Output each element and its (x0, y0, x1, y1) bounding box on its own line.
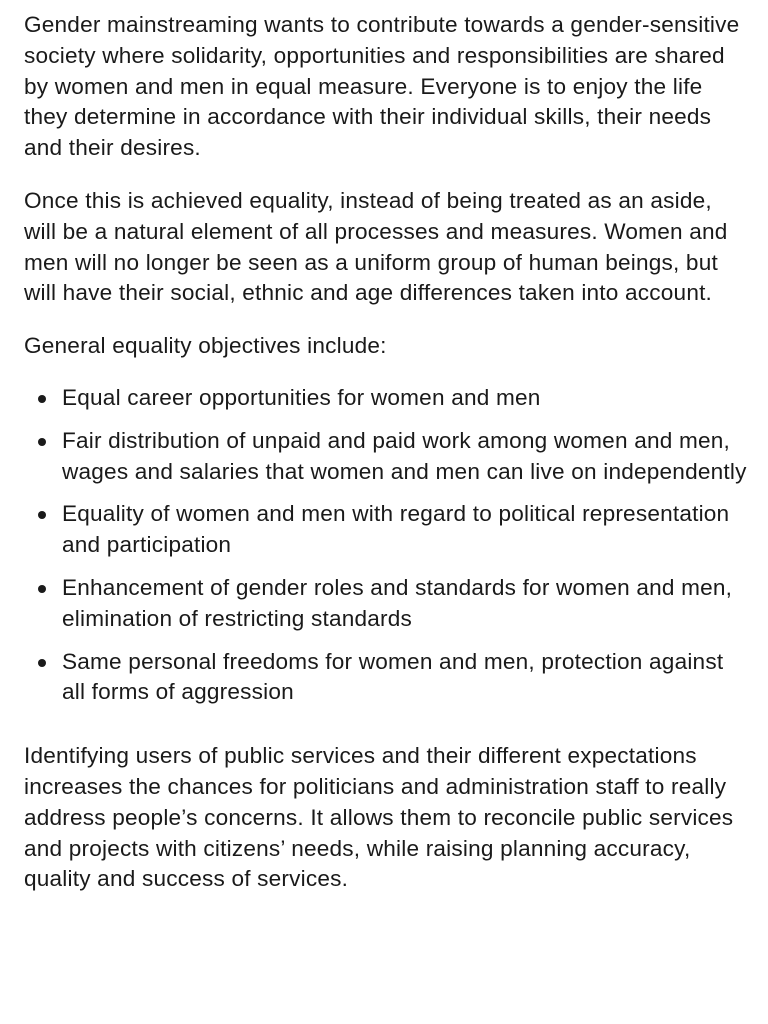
list-item-text: Same personal freedoms for women and men, protection against all forms of aggression (62, 648, 724, 705)
bullet-icon (38, 438, 46, 446)
equality-paragraph: Once this is achieved equality, instead of being treated as an aside, will be a natural element of all processes and measures. Women and men will no longer be seen as a uniform group of human beings, but will have their social, ethnic and age differences taken into account. (24, 187, 728, 306)
list-item (24, 426, 748, 488)
list-item (24, 647, 748, 709)
list-item (24, 383, 748, 414)
list-item (24, 573, 748, 635)
bullet-icon (38, 511, 46, 519)
public-services-paragraph: Identifying users of public services and their different expectations increases the chances for politicians and administration staff to really address people’s concerns. It allows them to reconcile public services and projects with citizens’ needs, while raising planning accuracy, quality and success of services. (24, 743, 734, 892)
objectives-list (24, 383, 748, 708)
bullet-icon (38, 659, 46, 667)
list-item-text: Equality of women and men with regard to political representation and participation (62, 501, 730, 558)
list-item-text: Fair distribution of unpaid and paid work among women and men, wages and salaries that women and men can live on independently (62, 427, 747, 484)
objectives-heading: General equality objectives include: (24, 333, 387, 359)
intro-paragraph: Gender mainstreaming wants to contribute towards a gender-sensitive society where solidarity, opportunities and responsibilities are shared by women and men in equal measure. Everyone is to enjoy the life they determine in accordance with their individual skills, their needs and their desires. (24, 12, 740, 161)
list-item-text: Enhancement of gender roles and standards for women and men, elimination of restricting standards (62, 574, 733, 631)
list-item-text: Equal career opportunities for women and men (62, 384, 541, 410)
bullet-icon (38, 585, 46, 593)
bullet-icon (38, 395, 46, 403)
list-item (24, 499, 748, 561)
